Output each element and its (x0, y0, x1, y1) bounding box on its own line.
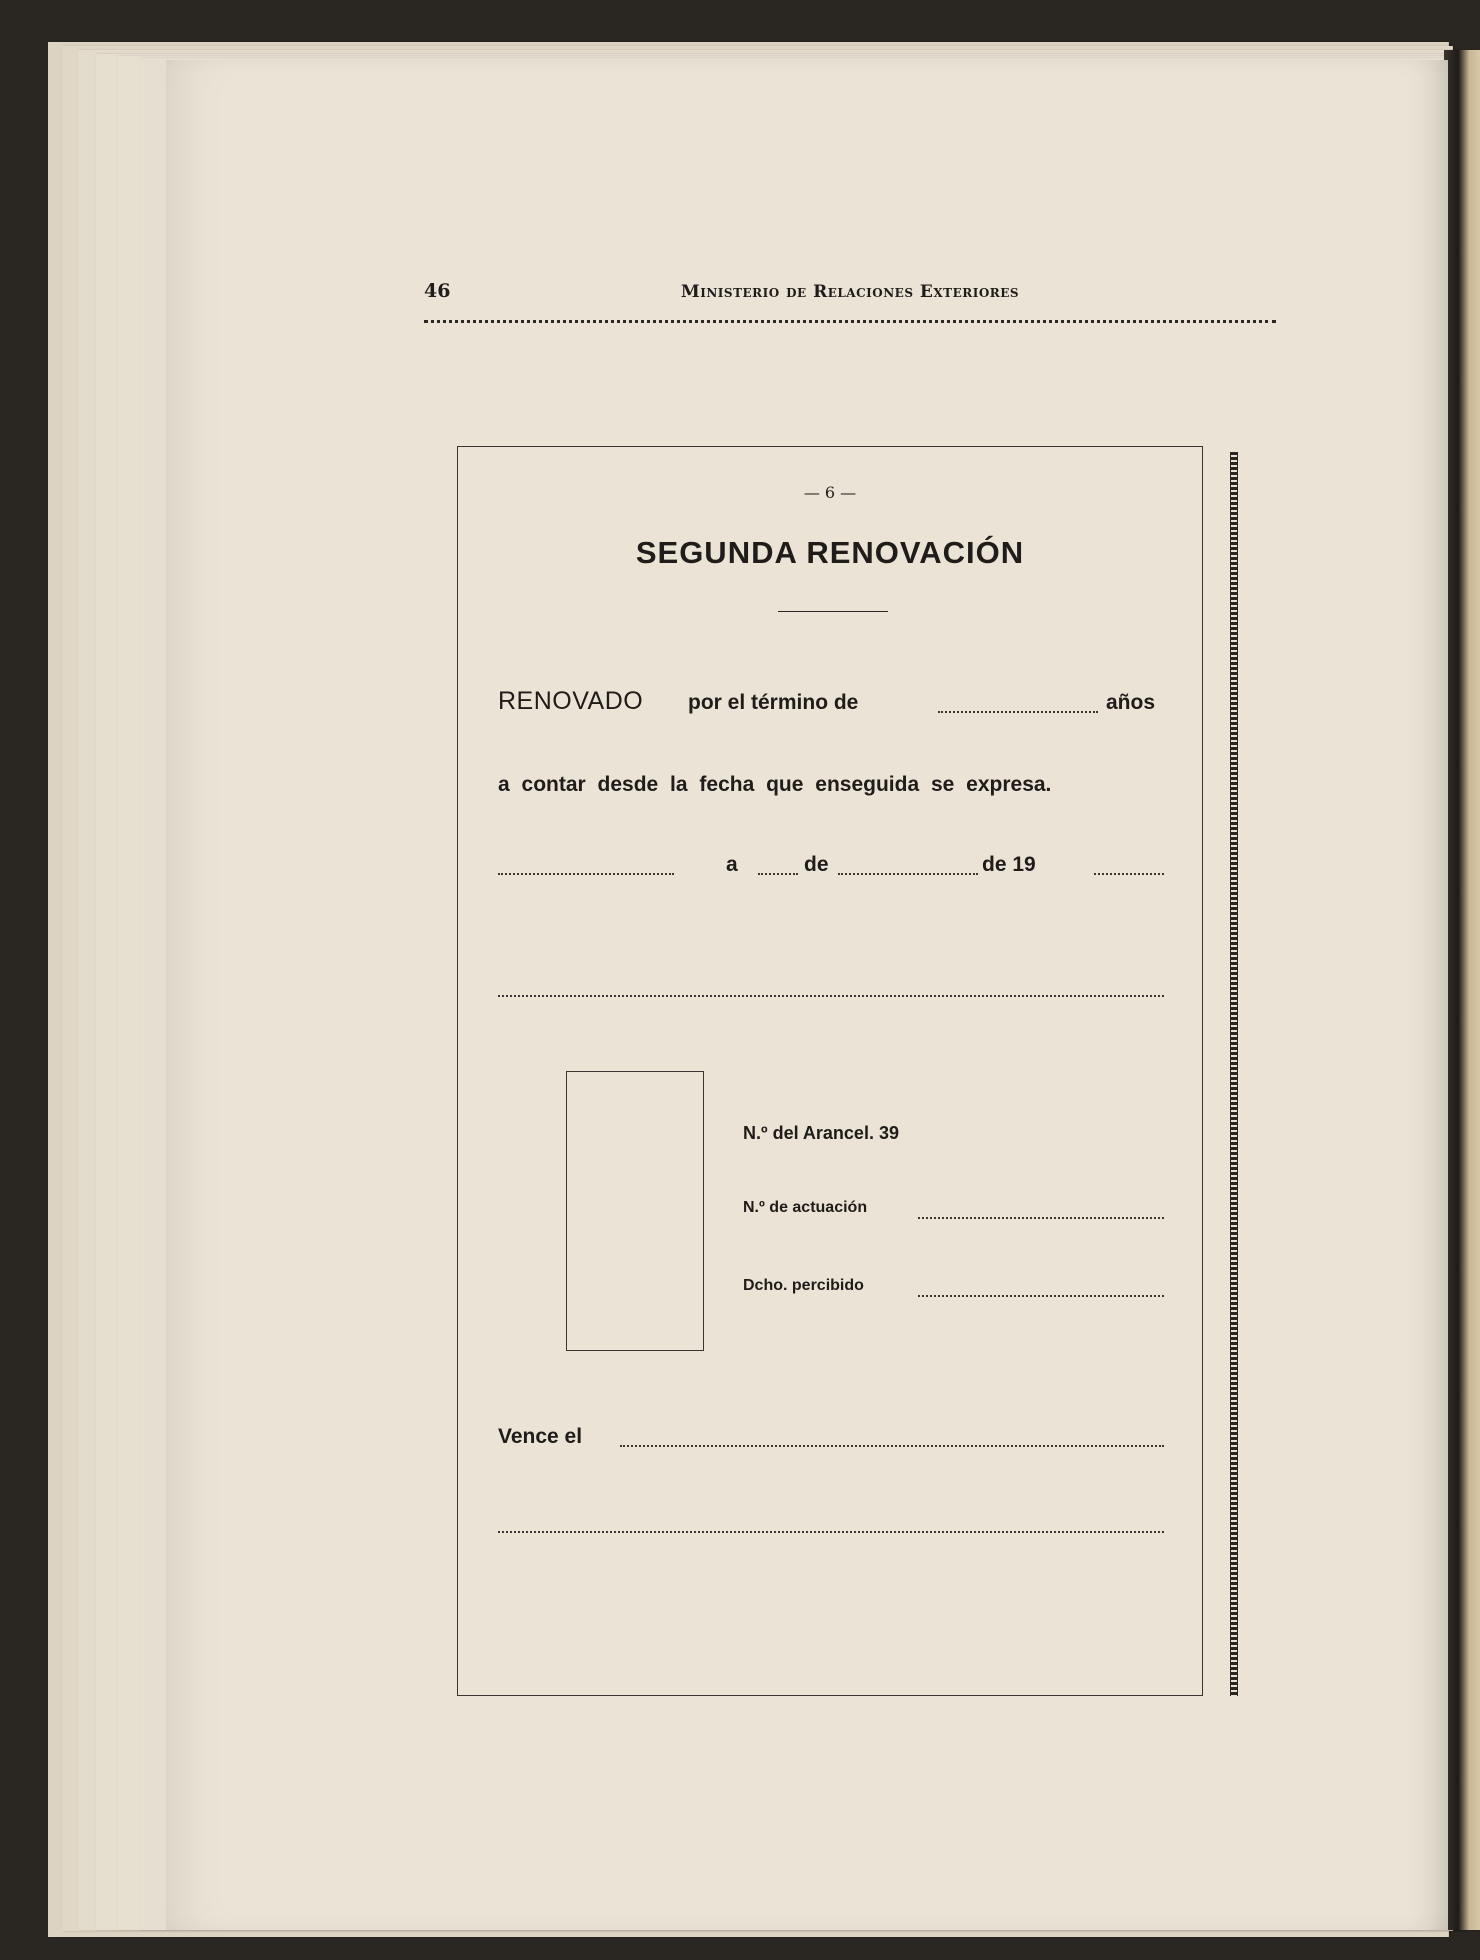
page-number: 46 (424, 280, 451, 302)
tariff-label: N.º del Arancel. 39 (743, 1123, 899, 1143)
date-de-label: de (804, 853, 829, 876)
action-field[interactable] (918, 1217, 1164, 1219)
header-title: Ministerio de Relaciones Exteriores (680, 282, 1020, 302)
section-title: SEGUNDA RENOVACIÓN (635, 535, 1025, 570)
day-field[interactable] (758, 873, 798, 875)
signature-line[interactable] (498, 995, 1164, 997)
expires-field[interactable] (620, 1445, 1164, 1447)
years-label: años (1106, 691, 1156, 714)
year-field[interactable] (1094, 873, 1164, 875)
month-field[interactable] (838, 873, 978, 875)
renewal-form-frame (457, 446, 1203, 1696)
stamp-box (566, 1071, 704, 1351)
fee-field[interactable] (918, 1295, 1164, 1297)
renewed-label: RENOVADO (498, 687, 644, 715)
renewed-term-label: por el término de (688, 691, 859, 714)
place-field[interactable] (498, 873, 674, 875)
decorative-chain-border (1230, 452, 1238, 1696)
expires-label: Vence el (498, 1425, 583, 1448)
header-dotted-rule (424, 320, 1276, 323)
running-header (424, 280, 1276, 316)
fee-label: Dcho. percibido (743, 1277, 864, 1294)
action-label: N.º de actuación (743, 1199, 868, 1216)
term-field[interactable] (938, 711, 1098, 713)
title-underline (778, 611, 888, 612)
bottom-line[interactable] (498, 1531, 1164, 1533)
from-date-text: a contar desde la fecha que enseguida se expresa. (498, 773, 1052, 796)
date-year-label: de 19 (982, 853, 1036, 876)
section-number: — 6 — (803, 483, 857, 502)
date-a-label: a (726, 853, 738, 876)
book-spine (1444, 50, 1480, 1930)
